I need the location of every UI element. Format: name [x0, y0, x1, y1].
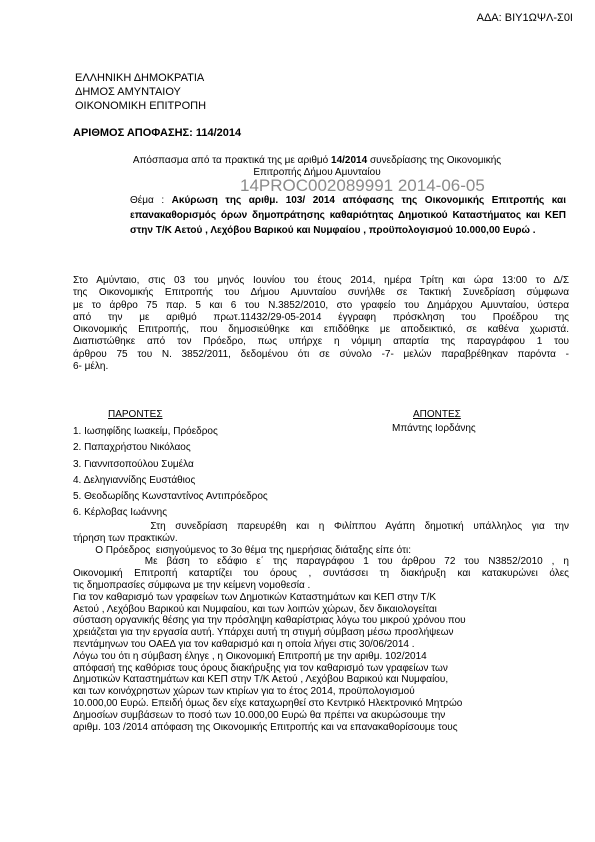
body-line: αριθμ. 103 /2014 απόφαση της Οικονομικής Επιτροπής και να επανακαθορίσουμε τους	[73, 721, 458, 733]
present-member: 1. Ιωσηφίδης Ιωακείμ, Πρόεδρος	[73, 426, 218, 437]
body-line: τις δημοπρασίες σύμφωνα με την κείμενη νομοθεσία .	[73, 579, 311, 591]
header-republic: ΕΛΛΗΝΙΚΗ ΔΗΜΟΚΡΑΤΙΑ	[75, 72, 205, 84]
body-line: τήρηση των πρακτικών.	[73, 532, 178, 544]
header-municipality: ΔΗΜΟΣ ΑΜΥΝΤΑΙΟΥ	[75, 86, 181, 98]
present-member: 6. Κέρλοβας Ιωάννης	[73, 507, 168, 519]
body-line: Στη συνεδρίαση παρευρέθη και η Φιλίππου Αγάπη δημοτική υπάλληλος για την	[73, 521, 569, 532]
body-line: Δημοτικών Καταστημάτων και ΚΕΠ στην Τ/Κ Αετού , Λεχόβου Βαρικού και Νυμφαίου,	[73, 674, 449, 686]
intro-line: Στο Αμύνταιο, στις 03 του μηνός Ιουνίου του έτους 2014, ημέρα Τρίτη και ώρα 13:00 το Δ/Σ	[73, 275, 569, 286]
decision-number: ΑΡΙΘΜΟΣ ΑΠΟΦΑΣΗΣ: 114/2014	[73, 127, 242, 139]
intro-line: Διαπιστώθηκε από τον Πρόεδρο, πως υπήρχε η νόμιμη απαρτία της παραγράφου 1 του	[73, 336, 569, 348]
present-member: 2. Παπαχρήστου Νικόλαος	[73, 442, 191, 454]
body-paragraphs	[73, 521, 569, 733]
present-member: 4. Δεληγιαννίδης Ευστάθιος	[73, 474, 196, 486]
body-line: Ο Πρόεδρος εισηγούμενος το 3ο θέμα της ημερήσιας διάταξης είπε ότι:	[73, 544, 412, 556]
body-line: Λόγω του ότι η σύμβαση έληγε , η Οικονομική Επιτροπή με την αριθμ. 102/2014	[73, 650, 427, 662]
intro-line: 6- μέλη.	[73, 361, 109, 373]
intro-line: με το άρθρο 75 παρ. 5 και 6 του Ν.3852/2010, στο γραφείο του Δημάρχου Αμυνταίου, ύστερα	[73, 299, 569, 311]
body-line: Αετού , Λεχόβου Βαρικού και Νυμφαίου, και των λοιπών χώρων, δεν δικαιολογείται	[73, 603, 437, 615]
excerpt-text-a: Απόσπασμα από τα πρακτικά της με αριθμό	[132, 155, 332, 166]
body-line: 10.000,00 Ευρώ. Επειδή όμως δεν είχε καταχωρηθεί στο Κεντρικό Ηλεκτρονικό Μητρώο	[73, 697, 463, 709]
absent-member: Μπάντης Ιορδάνης	[392, 423, 476, 434]
body-line: Με βάση το εδάφιο ε΄ της παραγράφου 1 του άρθρου 72 του Ν3852/2010 , η	[73, 556, 569, 568]
body-line: Για τον καθαρισμό των γραφείων των Δημοτικών Καταστημάτων και ΚΕΠ στην Τ/Κ	[73, 591, 437, 603]
body-line: και των κοινόχρηστων χώρων των κτιρίων για το έτος 2014, προϋπολογισμού	[73, 686, 415, 698]
present-member: 3. Γιαννιτσοπούλου Συμέλα	[73, 458, 194, 470]
watermark-stamp: 14PROC002089991 2014-06-05	[240, 176, 485, 195]
subject-label: Θέμα :	[130, 195, 172, 206]
excerpt-line-1	[72, 155, 562, 166]
body-line: Οικονομική Επιτροπή καταρτίζει του όρους , συντάσσει τη διακήρυξη και κατακυρώνει όλες	[73, 568, 569, 580]
ada-code: ΑΔΑ: ΒΙΥ1ΩΨΛ-Σ0Ι	[476, 12, 573, 24]
intro-line: της Οικονομικής Επιτροπής του Δήμου Αμυνταίου συνήλθε σε Τακτική Συνεδρίαση σύμφωνα	[73, 287, 569, 299]
body-line: πεντάμηνων του ΟΑΕΔ για τον καθαρισμό και η οποία λήγει στις 30/06/2014 .	[73, 638, 415, 650]
intro-line: από την με αριθμό πρωτ.11432/29-05-2014 έγγραφη πρόσκληση του Προέδρου της	[73, 311, 569, 323]
excerpt-line-2: Επιτροπής Δήμου Αμυνταίου	[253, 167, 381, 178]
absent-heading: ΑΠΟΝΤΕΣ	[413, 409, 461, 420]
intro-line: άρθρου 75 του Ν. 3852/2011, δεδομένου ότι σε σύνολο -7- μελών παραβρέθηκαν παρόντα -	[73, 348, 569, 360]
subject-paragraph	[130, 193, 566, 238]
body-line: σύσταση οργανικής θέσης για την πρόσληψη καθαρίστριας λόγω του μικρού χρόνου που	[73, 615, 466, 627]
body-line: απόφασή της καθόρισε τους όρους διακήρυξης για τον καθαρισμό των γραφείων των	[73, 662, 448, 674]
body-line: χρειάζεται για την εργασία αυτή. Υπάρχει αυτή τη στιγμή σύμβαση μέσω προσλήψεων	[73, 627, 454, 639]
header-committee: ΟΙΚΟΝΟΜΙΚΗ ΕΠΙΤΡΟΠΗ	[75, 100, 207, 112]
body-line: Δημοσίων συμβάσεων το ποσό των 10.000,00 Ευρώ θα πρέπει να ακυρώσουμε την	[73, 709, 446, 721]
present-heading: ΠΑΡΟΝΤΕΣ	[108, 409, 163, 420]
intro-line: Οικονομικής Επιτροπής, που δημοσιεύθηκε και επιδόθηκε με αποδεικτικό, σε καθένα χωριστά.	[73, 324, 569, 336]
subject-text: Ακύρωση της αριθμ. 103/ 2014 απόφασης της Οικονομικής Επιτροπής και επανακαθορισμός όρων δημοπράτησης καθαριότητας Δημοτικού Καταστήματος και ΚΕΠ στην Τ/Κ Αετού , Λεχόβου Βαρικού και Νυμφαίου , προϋπολογισμού 10.000,00 Ευρώ .	[130, 195, 566, 236]
intro-paragraph	[73, 275, 569, 373]
present-members-list	[73, 424, 268, 522]
present-member: 5. Θεοδωρίδης Κωνσταντίνος Αντιπρόεδρος	[73, 491, 268, 503]
excerpt-session-number: 14/2014	[331, 155, 368, 166]
excerpt-text-c: συνεδρίασης της Οικονομικής	[367, 155, 502, 166]
